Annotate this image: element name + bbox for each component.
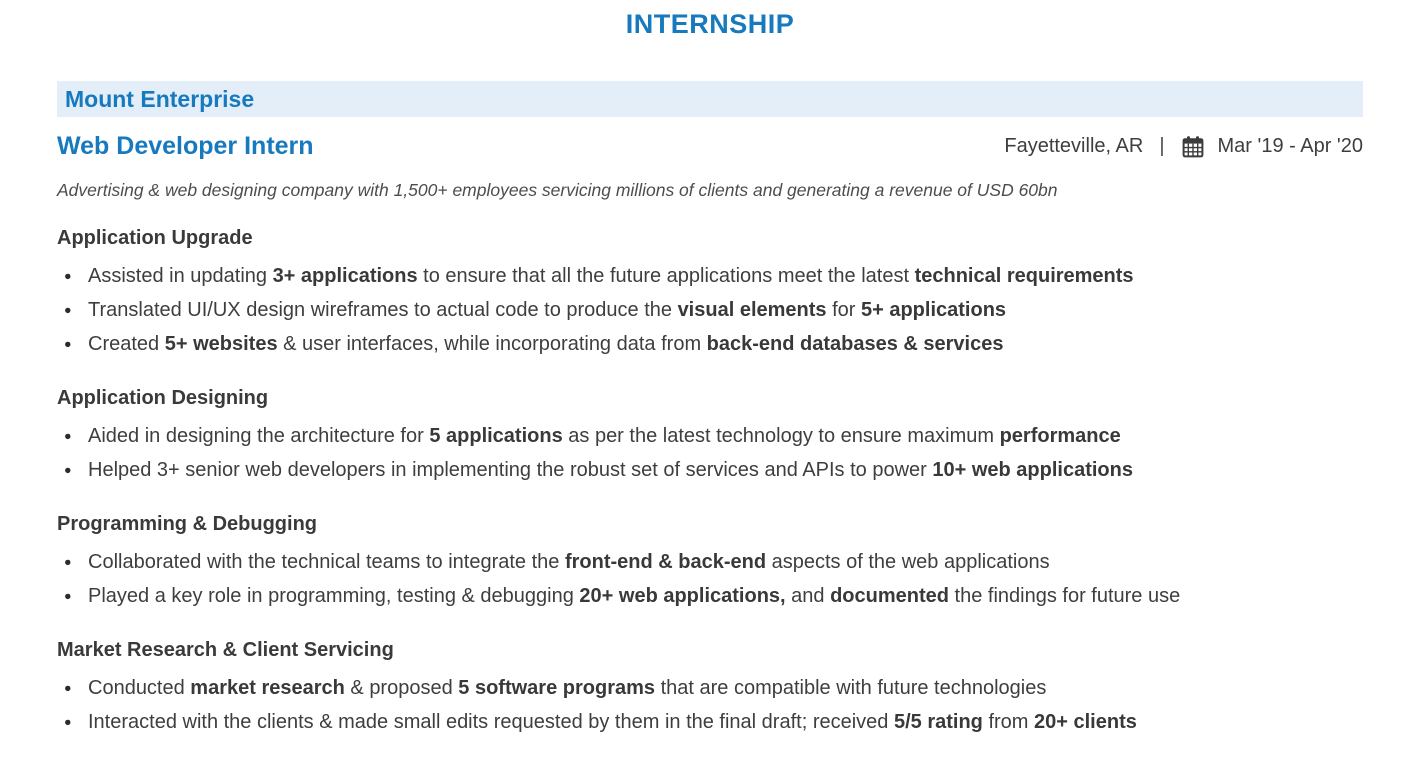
bullet-item: ● Assisted in updating 3+ applications to ensure that all the future applications meet the latest technical requirements xyxy=(57,259,1363,293)
section-heading: Programming & Debugging xyxy=(57,513,317,535)
experience-section xyxy=(57,511,1363,613)
bullet-item: ● Played a key role in programming, testing & debugging 20+ web applications, and documented the findings for future use xyxy=(57,579,1363,613)
date-range-text: Mar '19 - Apr '20 xyxy=(1217,135,1363,157)
experience-sections xyxy=(57,225,1363,739)
separator-pipe: | xyxy=(1159,135,1165,157)
bullet-list xyxy=(57,259,1363,361)
company-name: Mount Enterprise xyxy=(65,85,255,112)
section-heading: Application Upgrade xyxy=(57,227,253,249)
experience-section xyxy=(57,637,1363,739)
company-description: Advertising & web designing company with 1,500+ employees servicing millions of clients and generating a revenue of USD 60bn xyxy=(57,180,1058,200)
section-heading: Application Designing xyxy=(57,387,269,409)
bullet-list xyxy=(57,419,1363,487)
page-title: INTERNSHIP xyxy=(625,9,795,39)
bullet-item: ● Interacted with the clients & made small edits requested by them in the final draft; received 5/5 rating from 20+ clients xyxy=(57,705,1363,739)
section-heading: Market Research & Client Servicing xyxy=(57,639,394,661)
bullet-item: ● Translated UI/UX design wireframes to actual code to produce the visual elements for 5+ applications xyxy=(57,293,1363,327)
bullet-item: ● Helped 3+ senior web developers in implementing the robust set of services and APIs to power 10+ web applications xyxy=(57,453,1363,487)
bullet-list xyxy=(57,671,1363,739)
role-row xyxy=(57,132,1363,161)
bullet-item: ● Conducted market research & proposed 5 software programs that are compatible with future technologies xyxy=(57,671,1363,705)
location-text: Fayetteville, AR xyxy=(1004,135,1144,157)
company-header-band xyxy=(57,81,1363,117)
experience-section xyxy=(57,385,1363,487)
bullet-item: ● Created 5+ websites & user interfaces, while incorporating data from back-end databases & services xyxy=(57,327,1363,361)
role-title: Web Developer Intern xyxy=(57,132,314,160)
bullet-list xyxy=(57,545,1363,613)
bullet-item: ● Collaborated with the technical teams to integrate the front-end & back-end aspects of the web applications xyxy=(57,545,1363,579)
role-meta xyxy=(1004,135,1363,159)
experience-section xyxy=(57,225,1363,361)
calendar-icon xyxy=(1181,135,1205,159)
bullet-item: ● Aided in designing the architecture for 5 applications as per the latest technology to ensure maximum performance xyxy=(57,419,1363,453)
